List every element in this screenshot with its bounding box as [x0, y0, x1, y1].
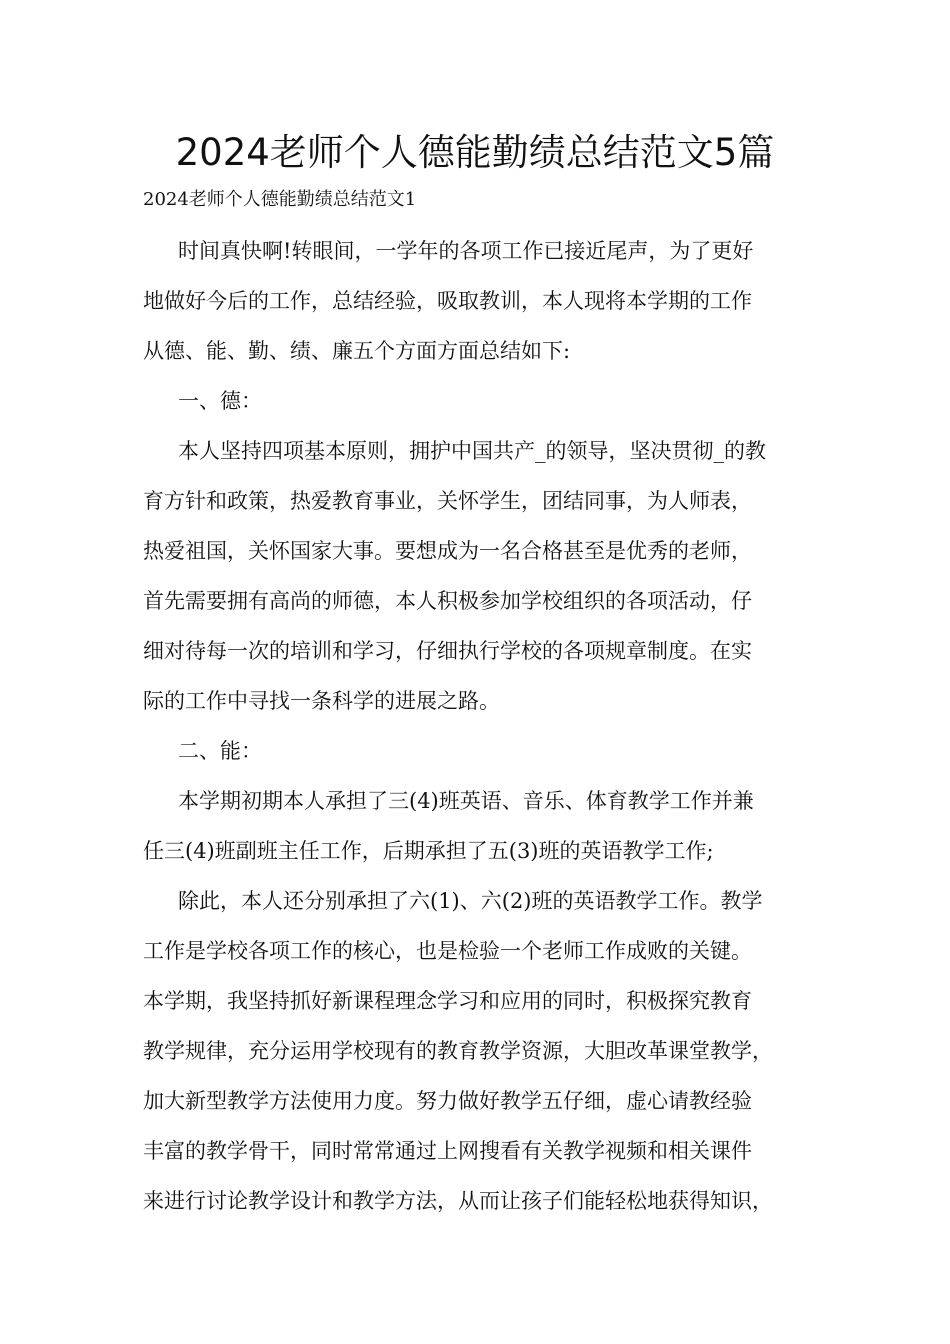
paragraph-line: 育方针和政策，热爱教育事业，关怀学生，团结同事，为人师表，	[143, 489, 752, 513]
paragraph-line: 际的工作中寻找一条科学的进展之路。	[143, 689, 500, 713]
section-heading: 二、能：	[178, 739, 262, 763]
paragraph-line: 本学期初期本人承担了三(4)班英语、音乐、体育教学工作并兼	[178, 789, 754, 813]
paragraph-line: 首先需要拥有高尚的师德，本人积极参加学校组织的各项活动，仔	[143, 589, 752, 613]
paragraph-line: 地做好今后的工作，总结经验，吸取教训，本人现将本学期的工作	[143, 289, 752, 313]
paragraph-line: 时间真快啊!转眼间，一学年的各项工作已接近尾声，为了更好	[178, 239, 754, 263]
paragraph-line: 本人坚持四项基本原则，拥护中国共产_的领导，坚决贯彻_的教	[178, 439, 766, 463]
paragraph-line: 教学规律，充分运用学校现有的教育教学资源，大胆改革课堂教学，	[143, 1039, 773, 1063]
paragraph-line: 从德、能、勤、绩、廉五个方面方面总结如下:	[143, 339, 571, 363]
paragraph-line: 细对待每一次的培训和学习，仔细执行学校的各项规章制度。在实	[143, 639, 752, 663]
paragraph-line: 热爱祖国，关怀国家大事。要想成为一名合格甚至是优秀的老师，	[143, 539, 752, 563]
paragraph-line: 工作是学校各项工作的核心，也是检验一个老师工作成败的关键。	[143, 939, 752, 963]
paragraph-line: 除此，本人还分别承担了六(1)、六(2)班的英语教学工作。教学	[178, 889, 763, 913]
paragraph-line: 加大新型教学方法使用力度。努力做好教学五仔细，虚心请教经验	[143, 1089, 752, 1113]
paragraph-line: 来进行讨论教学设计和教学方法，从而让孩子们能轻松地获得知识，	[143, 1189, 773, 1213]
section-subtitle: 2024老师个人德能勤绩总结范文1	[143, 189, 417, 210]
paragraph-line: 丰富的教学骨干，同时常常通过上网搜看有关教学视频和相关课件	[143, 1139, 752, 1163]
paragraph-line: 本学期，我坚持抓好新课程理念学习和应用的同时，积极探究教育	[143, 989, 752, 1013]
paragraph-line: 任三(4)班副班主任工作，后期承担了五(3)班的英语教学工作;	[143, 839, 714, 863]
document-title: 2024老师个人德能勤绩总结范文5篇	[175, 131, 775, 174]
section-heading: 一、德：	[178, 389, 262, 413]
